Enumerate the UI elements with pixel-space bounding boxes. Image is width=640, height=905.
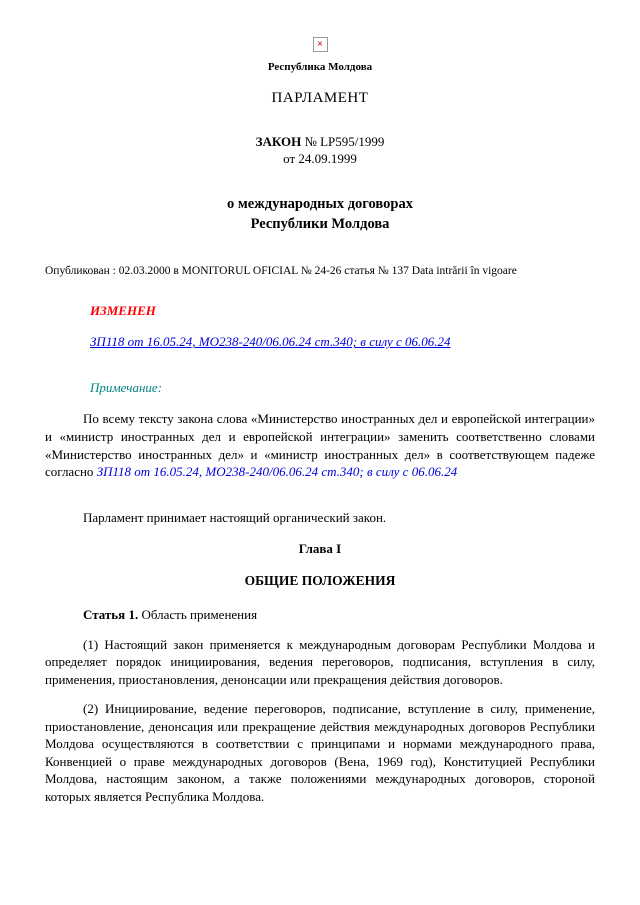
- chapter-title: ОБЩИЕ ПОЛОЖЕНИЯ: [244, 572, 396, 588]
- issuing-authority: ПАРЛАМЕНТ: [271, 90, 369, 107]
- emblem-area: [45, 34, 595, 52]
- amendment-law-link[interactable]: ЗП118 от 16.05.24, MO238-240/06.06.24 ст.340; в силу с 06.06.24: [90, 334, 451, 350]
- document-title: [45, 194, 595, 235]
- amendment-link-line: [90, 333, 595, 351]
- law-number: № LP595/1999: [304, 133, 385, 149]
- note-paragraph: [45, 410, 595, 480]
- article-heading: [45, 606, 595, 624]
- chapter-label: Глава I: [298, 541, 342, 557]
- amended-status-label: ИЗМЕНЕН: [90, 302, 156, 318]
- note-text: По всему тексту закона слова «Министерство иностранных дел и европейской интеграции» и «министр иностранных дел и европейской интеграции» заменить соответственно словами «Министерство иностранных дел» и «министр иностранных дел» в соответствующем падеже согласно: [45, 411, 595, 480]
- broken-image-icon: ×: [313, 37, 328, 52]
- note-amendment-link[interactable]: ЗП118 от 16.05.24, MO238-240/06.06.24 ст.340; в силу с 06.06.24: [96, 464, 458, 480]
- law-date: от 24.09.1999: [283, 151, 357, 167]
- article-number-label: Статья 1.: [83, 606, 139, 622]
- document-title-line1: о международных договорах: [227, 195, 413, 212]
- publication-info: Опубликован : 02.03.2000 в MONITORUL OFICIAL № 24-26 статья № 137 Data intrării în vigoare: [45, 265, 517, 278]
- law-number-line: [45, 133, 595, 151]
- note-label: Примечание:: [90, 379, 163, 395]
- article-paragraph-1: (1) Настоящий закон применяется к международным договорам Республики Молдова и определяет порядок инициирования, ведения переговоров, подписания, вступления в силу, применения, приостановления, денонсации или прекращения действия договоров.: [45, 636, 595, 687]
- intro-paragraph: Парламент принимает настоящий органический закон.: [83, 509, 387, 525]
- law-type-label: ЗАКОН: [255, 133, 302, 149]
- country-name: Республика Молдова: [267, 60, 373, 73]
- article-paragraph-2: (2) Инициирование, ведение переговоров, подписание, вступление в силу, применение, приостановление, денонсация или прекращение действия международных договоров Республики Молдова осуществляются в соответствии с принципами и нормами международного права, Конвенцией о праве международных договоров (Вена, 1969 год), Конституцией Республики Молдова, настоящим законом, а также положениями международных договоров, стороной которых является Республика Молдова.: [45, 701, 595, 804]
- document-title-line2: Республики Молдова: [250, 216, 390, 233]
- article-title: Область применения: [138, 606, 258, 622]
- amendments-block: [90, 302, 595, 397]
